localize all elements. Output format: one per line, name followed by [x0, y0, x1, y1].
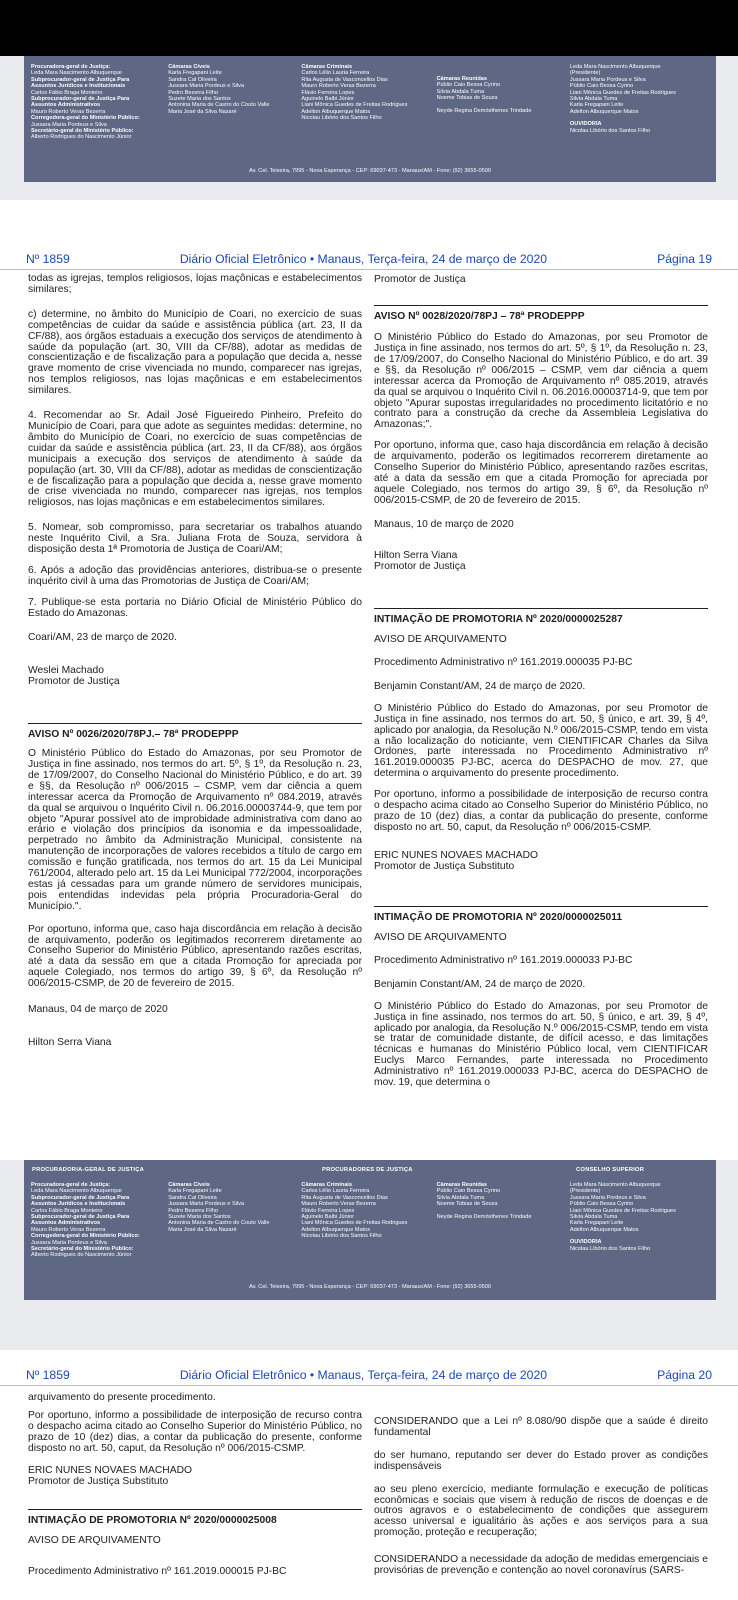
- footer-line: Suzete Maria dos Santos: [168, 1214, 231, 1221]
- footer-line: Karla Fregapani Leite: [569, 102, 624, 109]
- footer-line: Subprocurador-geral de Justiça Para: [31, 96, 130, 103]
- footer-line: Carlos Lélio Lauria Ferreira: [301, 70, 370, 77]
- footer-banner: [24, 56, 716, 182]
- footer-pgj: [31, 1182, 162, 1259]
- footer-col-title: Câmaras Reunidas: [436, 76, 487, 82]
- footer-line: Mauro Roberto Veras Bezerra: [301, 1201, 376, 1208]
- footer-address: Av. Cel. Teixeira, 7995 - Nova Esperança - CEP: 69037-473 - Manaus/AM - Fone: (92) 3655-0500: [249, 168, 491, 174]
- page-header-20: [0, 1364, 738, 1386]
- footer-line: Silvia Abdala Tuma: [569, 1214, 618, 1221]
- footer-line: Nicolau Libório dos Santos Filho: [569, 127, 651, 134]
- footer-line: Maria José da Silva Nazaré: [168, 108, 237, 115]
- footer-line: Silvia Abdala Tuma: [436, 88, 485, 95]
- section-divider: [374, 906, 708, 907]
- footer-col-title: Câmaras Criminais: [301, 64, 353, 70]
- footer-line: Noeme Tobias de Souza: [436, 95, 498, 102]
- footer-line: Procuradora-geral de Justiça:: [31, 64, 111, 70]
- footer-line: Flávio Ferreira Lopes: [301, 1207, 355, 1214]
- footer-line: Subprocurador-geral de Justiça Para: [31, 1194, 130, 1201]
- paragraph: 7. Publique-se esta portaria no Diário Oficial de Ministério Público do Estado do Amazonas.: [28, 596, 362, 619]
- signature-name: ERIC NUNES NOVAES MACHADO: [28, 1464, 193, 1476]
- footer-line: Leda Mara Nascimento Albuquerque: [31, 1188, 122, 1195]
- page-header-19: [0, 248, 738, 270]
- footer-line: Adelton Albuquerque Matos: [301, 108, 371, 115]
- footer-line: Adelton Albuquerque Matos: [569, 1226, 639, 1233]
- footer-line: Secretário-geral do Ministério Público:: [31, 1246, 134, 1253]
- footer-col-title: OUVIDORIA: [569, 1239, 602, 1246]
- footer-col-title: Câmaras Cíveis: [168, 1182, 210, 1188]
- footer-line: (Presidente): [569, 1188, 601, 1195]
- footer-line: Karla Fregapani Leite: [168, 70, 222, 77]
- footer-line: Pedro Bezerra Filho: [168, 89, 218, 96]
- signature-name: ERIC NUNES NOVAES MACHADO: [374, 849, 539, 861]
- footer-line: Carlos Fábio Braga Monteiro: [31, 1207, 103, 1214]
- p20-right-column: [374, 1417, 708, 1585]
- date-line: Manaus, 10 de março de 2020: [374, 518, 514, 530]
- signature-role: Promotor de Justiça Substituto: [374, 861, 515, 872]
- footer-line: Neyde Regina Demósthenes Trindade: [436, 1213, 532, 1220]
- footer-line: Karla Fregapani Leite: [168, 1188, 222, 1195]
- paragraph: c) determine, no âmbito do Município de Coari, no exercício de suas competências de cuidar da saúde e assistência pública (art. 23, II da CF/88), aos órgãos estaduais a execução dos serviços de atendimento à saúde da população (art. 30, VIII da CF/88), adotar as medidas de conscientização e de fiscalização para a população que decida a, nesse grave momento de crise vivenciada no mundo, comparecer nas igrejas, nos templos religiosos, nas lojas maçônicas e em estabelecimentos similares.: [28, 308, 362, 397]
- date-line: Coari/AM, 23 de março de 2020.: [28, 631, 177, 643]
- paragraph: todas as igrejas, templos religiosos, lojas maçônicas e estabelecimentos similares;: [28, 273, 362, 295]
- page-number: Página 19: [657, 251, 712, 266]
- footer-line: Pedro Bezerra Filho: [168, 1207, 218, 1214]
- paragraph: 5. Nomear, sob compromisso, para secretariar os trabalhos atuando neste Inquérito Civil, a Sra. Juliana Frota de Souza, servidora à disposição desta 1ª Promotoria de Justiça de Coari/AM;: [28, 522, 362, 556]
- footer-line: Liani Mônica Guedes de Freitas Rodrigues: [569, 89, 676, 96]
- footer-line: Assuntos Administrativos: [31, 1220, 101, 1227]
- footer-line: Nicolau Libório dos Santos Filho: [301, 1233, 382, 1240]
- footer-line: Rita Augusta de Vasconcellos Dias: [301, 76, 388, 83]
- paragraph: Por oportuno, informa que, caso haja discordância em relação à decisão de arquivamento, poderão os legitimados recorrerem diretamente ao Conselho Superior do Ministério Público, apresentando razões escritas, até a data da sessão em que a citada Promoção for apreciada por aquele Colegiado, nos termos do artigo 39, § 6º, da Resolução nº 006/2015-CSMP, de 20 de fevereiro de 2015.: [374, 440, 708, 506]
- footer-line: Jussara Maria Pordeus e Silva: [569, 76, 646, 83]
- journal-title: Diário Oficial Eletrônico • Manaus, Terça-feira, 24 de março de 2020: [179, 251, 547, 266]
- footer-line: Jussara Maria Pordeus e Silva: [168, 83, 245, 90]
- footer-line: Leda Mara Nascimento Albuquerque: [569, 64, 661, 70]
- paragraph: Por oportuno, informa que, caso haja discordância em relação à decisão de arquivamento, poderão os legitimados recorrerem diretamente ao Conselho Superior do Ministério Público, apresentando razões escritas, até a data da sessão em que a citada Promoção for apreciada por aquele Colegiado, nos termos do artigo 39, § 6º, da Resolução nº 006/2015-CSMP, de 20 de fevereiro de 2015.: [28, 923, 362, 990]
- signature-role: Promotor de Justiça: [374, 561, 466, 573]
- subtitle: AVISO DE ARQUIVAMENTO: [28, 1535, 161, 1547]
- signature-role: Promotor de Justiça: [374, 274, 466, 285]
- paragraph: do ser humano, reputando ser dever do Estado prover as condições indispensáveis: [374, 1449, 708, 1472]
- footer-line: Jussara Maria Pordeus e Silva: [31, 1239, 107, 1246]
- footer-line: Públio Caio Bessa Cyrino: [569, 1201, 634, 1208]
- footer-conselho: [570, 64, 709, 141]
- footer-reunidas: [437, 1182, 564, 1259]
- footer-conselho: [570, 1182, 709, 1259]
- footer-line: Silvia Abdala Tuma: [569, 96, 618, 103]
- paragraph: O Ministério Público do Estado do Amazonas, por seu Promotor de Justiça in fine assinado, nos termos do art. 50, § único, e art. 39, § 4º, aplicado por analogia, da Resolução N.º 006/2015-CSMP, tendo em vista a não localização do noticiante, vem CIENTIFICAR Charles da Silva Ordones, parte interessada no Procedimento Administrativo nº 161.2019.000035 PJ-BC, acerca do DESPACHO de mov. 27, que determina o arquivamento do presente procedimento.: [374, 702, 708, 780]
- footer-line: Subprocurador-geral de Justiça Para: [31, 1214, 130, 1221]
- footer-line: Carlos Fábio Braga Monteiro: [31, 89, 103, 96]
- date-line: Benjamin Constant/AM, 24 de março de 2020.: [374, 680, 586, 692]
- footer-line: Liani Mônica Guedes de Freitas Rodrigues: [301, 1220, 408, 1227]
- footer-line: Mauro Roberto Veras Bezerra: [31, 108, 106, 115]
- footer-line: Antonina Maria de Castro do Couto Valle: [168, 102, 270, 109]
- paragraph: Por oportuno, informo a possibilidade de interposição de recurso contra o despacho acima citado ao Conselho Superior do Ministério Público, no prazo de 10 (dez) dias, a contar da publicação do presente, conforme disposto no art. 50, caput, da Resolução nº 006/2015-CSMP.: [28, 1410, 362, 1454]
- p20-left-column: [28, 1392, 362, 1578]
- procedure-line: Procedimento Administrativo nº 161.2019.000033 PJ-BC: [374, 955, 633, 967]
- footer-pgj: [31, 64, 162, 141]
- footer-reunidas: [437, 64, 564, 141]
- footer-line: Procuradora-geral de Justiça:: [31, 1182, 111, 1188]
- footer-line: Jussara Maria Pordeus e Silva: [569, 1194, 646, 1201]
- edition-number: Nº 1859: [26, 1367, 70, 1382]
- footer-line: Liani Mônica Guedes de Freitas Rodrigues: [301, 102, 408, 109]
- paragraph: 4. Recomendar ao Sr. Adail José Figueiredo Pinheiro, Prefeito do Município de Coari, para que adote as seguintes medidas: determine, no âmbito do Município de Coari, no exercício de suas competências de cuidar da saúde e assistência pública (art. 23, II da CF/88), aos órgãos municipais a execução dos serviços de atendimento à saúde da população (art. 30, VIII da CF/88), adotar as medidas de conscientização e de fiscalização para a população que decida a, nesse grave momento de crise vivenciada no mundo, comparecer nas igrejas, nos templos religiosos, nas lojas maçônicas e em estabelecimentos similares.: [28, 410, 362, 509]
- subtitle: AVISO DE ARQUIVAMENTO: [374, 932, 507, 944]
- footer-col-title: Câmaras Cíveis: [168, 64, 210, 70]
- signature-name: Weslei Machado: [28, 664, 104, 676]
- footer-line: Secretário-geral do Ministério Público:: [31, 128, 134, 135]
- footer-line: Maria José da Silva Nazaré: [168, 1226, 237, 1233]
- paragraph: ao seu pleno exercício, mediante formulação e execução de políticas econômicas e sociais que visem à redução de riscos de doenças e de outros agravos e o estabelecimento de condições que assegurem acesso universal e igualitário às ações e aos serviços para a sua promoção, proteção e recuperação;: [374, 1483, 708, 1539]
- subtitle: AVISO DE ARQUIVAMENTO: [374, 634, 507, 646]
- footer-line: Leda Mara Nascimento Albuquerque: [569, 1182, 661, 1188]
- footer-section-conselho: CONSELHO SUPERIOR: [576, 1167, 645, 1173]
- footer-line: Mauro Roberto Veras Bezerra: [31, 1226, 106, 1233]
- footer-line: Neyde Regina Demósthenes Trindade: [436, 107, 532, 114]
- edition-number: Nº 1859: [26, 251, 70, 266]
- footer-line: Noeme Tobias de Souza: [436, 1201, 498, 1208]
- journal-title: Diário Oficial Eletrônico • Manaus, Terça-feira, 24 de março de 2020: [179, 1367, 547, 1382]
- paragraph: 6. Após a adoção das providências anteriores, distribua-se o presente inquérito civil à uma das Promotorias de Justiça de Coari/AM;: [28, 564, 362, 587]
- p19-right-column: [374, 274, 708, 1097]
- footer-line: Mauro Roberto Veras Bezerra: [301, 83, 376, 90]
- section-divider: [28, 723, 362, 724]
- procedure-line: Procedimento Administrativo nº 161.2019.000015 PJ-BC: [28, 1566, 287, 1578]
- footer-col-title: Câmaras Reunidas: [436, 1182, 487, 1188]
- footer-col-title: OUVIDORIA: [569, 121, 602, 128]
- footer-line: Carlos Lélio Lauria Ferreira: [301, 1188, 370, 1195]
- footer-line: Aguinelo Balbi Júnior: [301, 96, 354, 103]
- footer-line: Karla Fregapani Leite: [569, 1220, 624, 1227]
- footer-civeis: [168, 64, 295, 141]
- paragraph: arquivamento do presente procedimento.: [28, 1392, 216, 1403]
- footer-banner: [24, 1160, 716, 1300]
- footer-criminais: [301, 1182, 430, 1259]
- section-title: INTIMAÇÃO DE PROMOTORIA Nº 2020/0000025011: [374, 912, 623, 924]
- signature-name: Hilton Serra Viana: [28, 1037, 112, 1049]
- footer-line: Jussara Maria Pordeus e Silva: [168, 1201, 245, 1208]
- page-number: Página 20: [657, 1367, 712, 1382]
- footer-line: Rita Augusta de Vasconcellos Dias: [301, 1194, 388, 1201]
- footer-line: Aguinelo Balbi Júnior: [301, 1214, 354, 1221]
- footer-line: Silvia Abdala Tuma: [436, 1194, 485, 1201]
- status-bar: [0, 0, 738, 56]
- footer-line: Nicolau Libório dos Santos Filho: [301, 115, 382, 122]
- footer-line: Corregedora-geral do Ministério Público:: [31, 1233, 140, 1240]
- paragraph: Por oportuno, informo a possibilidade de interposição de recurso contra o despacho acima citado ao Conselho Superior do Ministério Público, no prazo de 10 (dez) dias, a contar da publicação do presente, conforme disposto no art. 50, caput, da Resolução nº 006/2015-CSMP.: [374, 789, 708, 833]
- footer-line: Suzete Maria dos Santos: [168, 96, 231, 103]
- section-divider: [374, 608, 708, 609]
- footer-line: Alberto Rodrigues do Nascimento Júnior: [31, 1252, 132, 1259]
- footer-col-title: Câmaras Criminais: [301, 1182, 353, 1188]
- section-divider: [28, 1509, 362, 1510]
- footer-line: Assuntos Jurídicos e Institucionais: [31, 1201, 126, 1208]
- footer-line: Assuntos Jurídicos e Institucionais: [31, 83, 126, 90]
- footer-line: Corregedora-geral do Ministério Público:: [31, 115, 140, 122]
- footer-line: Leda Mara Nascimento Albuquerque: [31, 70, 122, 77]
- footer-line: Flávio Ferreira Lopes: [301, 89, 355, 96]
- footer-criminais: [301, 64, 430, 141]
- paragraph: CONSIDERANDO que a Lei nº 8.080/90 dispõe que a saúde é direito fundamental: [374, 1416, 708, 1438]
- date-line: Manaus, 04 de março de 2020: [28, 1004, 168, 1016]
- footer-address: Av. Cel. Teixeira, 7995 - Nova Esperança - CEP: 69037-473 - Manaus/AM - Fone: (92) 3655-0500: [249, 1284, 491, 1290]
- p19-left-column: [28, 274, 362, 1049]
- footer-section-pgj: PROCURADORIA-GERAL DE JUSTIÇA: [32, 1167, 144, 1173]
- footer-line: Adelton Albuquerque Matos: [569, 108, 639, 115]
- procedure-line: Procedimento Administrativo nº 161.2019.000035 PJ-BC: [374, 657, 633, 669]
- footer-line: Subprocurador-geral de Justiça Para: [31, 76, 130, 83]
- footer-line: Jussara Maria Pordeus e Silva: [31, 121, 107, 128]
- section-title: AVISO Nº 0028/2020/78PJ – 78ª PRODEPPP: [374, 311, 585, 323]
- footer-line: Antonina Maria de Castro do Couto Valle: [168, 1220, 270, 1227]
- signature-role: Promotor de Justiça Substituto: [28, 1476, 169, 1488]
- paragraph: CONSIDERANDO a necessidade da adoção de medidas emergenciais e provisórias de prevenção e contenção ao novel coronavírus (SARS-: [374, 1554, 708, 1577]
- footer-line: Públio Caio Bessa Cyrino: [436, 82, 501, 89]
- footer-line: Adelton Albuquerque Matos: [301, 1226, 371, 1233]
- footer-section-procuradores: PROCURADORES DE JUSTIÇA: [322, 1167, 413, 1173]
- footer-line: Nicolau Libório dos Santos Filho: [569, 1245, 651, 1252]
- footer-line: Assuntos Administrativos: [31, 102, 101, 109]
- footer-line: Sandra Cal Oliveira: [168, 76, 217, 83]
- footer-line: Sandra Cal Oliveira: [168, 1194, 217, 1201]
- footer-civeis: [168, 1182, 295, 1259]
- section-divider: [374, 305, 708, 306]
- paragraph: O Ministério Público do Estado do Amazonas, por seu Promotor de Justiça in fine assinado, nos termos do art. 50, § único, e art. 39, § 4º, aplicado por analogia, da Resolução N.º 006/2015-CSMP, tendo em vista se tratar de comunidade distante, de difícil acesso, e das limitações técnicas e humanas do Ministério Público local, vem CIENTIFICAR Euclys Marco Fernandes, parte interessada no Procedimento Administrativo nº 161.2019.000033 PJ-BC, acerca do DESPACHO de mov. 19, que determina o: [374, 1000, 708, 1089]
- footer-line: (Presidente): [569, 70, 601, 77]
- section-title: INTIMAÇÃO DE PROMOTORIA Nº 2020/0000025008: [28, 1515, 277, 1527]
- paragraph: O Ministério Público do Estado do Amazonas, por seu Promotor de Justiça in fine assinado, nos termos do art. 5º, § 1º, da Resolução n. 23, de 17/09/2007, do Conselho Nacional do Ministério Público, e do art. 39 e §§, da Resolução nº 006/2015 – CSMP, vem dar ciência a quem interessar acerca da Promoção de Arquivamento nº 084.2019, através da qual se arquivou o Inquérito Civil n. 06.2016.00003744-9, que tem por objeto "Apurar possível ato de improbidade administrativa com dano ao erário e violação dos princípios da isonomia e da impessoalidade, perpetrado no âmbito da Administração Municipal, consistente na manutenção de incorporações de valores recebidos a título de cargo em comissão e função gratificada, nos termos do art. 15 da Lei Municipal 761/2004, alterado pelo art. 15 da Lei Municipal 772/2004, incorporações estas já cessadas para um grande número de servidores municipais, pois entendidas indevidas pela própria Procuradoria-Geral do Município.".: [28, 748, 362, 912]
- signature-name: Hilton Serra Viana: [374, 549, 458, 561]
- footer-line: Públio Caio Bessa Cyrino: [436, 1188, 501, 1195]
- section-title: AVISO Nº 0026/2020/78PJ.– 78ª PRODEPPP: [28, 729, 239, 741]
- section-title: INTIMAÇÃO DE PROMOTORIA Nº 2020/0000025287: [374, 614, 623, 626]
- signature-role: Promotor de Justiça: [28, 675, 120, 687]
- footer-line: Liani Mônica Guedes de Freitas Rodrigues: [569, 1207, 676, 1214]
- paragraph: O Ministério Público do Estado do Amazonas, por seu Promotor de Justiça in fine assinado, nos termos do art. 5º, § 1º, da Resolução n. 23, de 17/09/2007, do Conselho Nacional do Ministério Público, e do art. 39 e §§, da Resolução nº 006/2015 – CSMP, vem dar ciência a quem interessar acerca da Promoção de Arquivamento nº 085.2019, através da qual se arquivou o Inquérito Civil n. 06.2016.00003714-9, que tem por objeto "Apurar supostas irregularidades no procedimento licitatório e no contrato para a construção da creche da Assembleia Legislativa do Amazonas;".: [374, 332, 708, 431]
- footer-line: Públio Caio Bessa Cyrino: [569, 83, 634, 90]
- date-line: Benjamin Constant/AM, 24 de março de 2020.: [374, 978, 586, 990]
- footer-line: Alberto Rodrigues do Nascimento Júnior: [31, 134, 132, 141]
